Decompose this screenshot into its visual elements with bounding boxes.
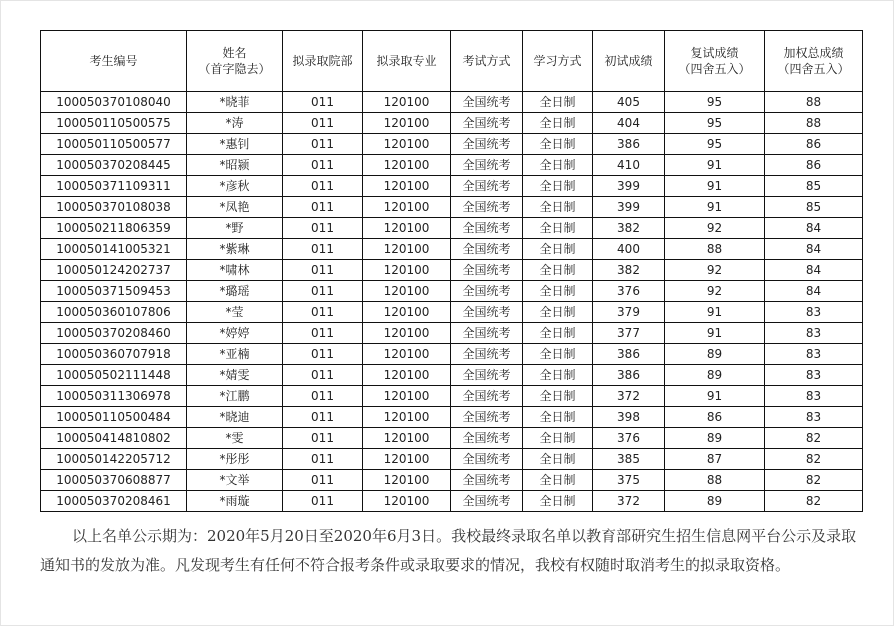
table-cell: 86 — [665, 407, 765, 428]
table-cell: 全日制 — [523, 491, 593, 512]
table-cell: 100050370608877 — [41, 470, 187, 491]
table-cell: 89 — [665, 365, 765, 386]
column-header — [363, 31, 451, 92]
table-cell: 全日制 — [523, 92, 593, 113]
table-cell: 382 — [593, 218, 665, 239]
table-row — [41, 449, 863, 470]
table-cell: 120100 — [363, 386, 451, 407]
table-row — [41, 323, 863, 344]
table-cell: 120100 — [363, 113, 451, 134]
table-cell: 011 — [283, 92, 363, 113]
column-header-note: （首字隐去） — [198, 62, 271, 76]
table-cell: *晓迪 — [187, 407, 283, 428]
table-cell: 120100 — [363, 407, 451, 428]
table-cell: 全日制 — [523, 407, 593, 428]
table-cell: 100050110500577 — [41, 134, 187, 155]
table-cell: *紫琳 — [187, 239, 283, 260]
column-header-label: 拟录取院部 — [292, 54, 353, 68]
table-cell: 375 — [593, 470, 665, 491]
table-cell: 91 — [665, 302, 765, 323]
table-cell: *亚楠 — [187, 344, 283, 365]
table-cell: 120100 — [363, 92, 451, 113]
table-row — [41, 218, 863, 239]
table-cell: 全日制 — [523, 281, 593, 302]
table-cell: 011 — [283, 386, 363, 407]
table-cell: 82 — [765, 491, 863, 512]
table-cell: 85 — [765, 176, 863, 197]
table-cell: 399 — [593, 197, 665, 218]
table-cell: 100050360707918 — [41, 344, 187, 365]
table-cell: 120100 — [363, 449, 451, 470]
table-cell: 400 — [593, 239, 665, 260]
table-cell: 全日制 — [523, 155, 593, 176]
table-cell: 120100 — [363, 260, 451, 281]
table-row — [41, 239, 863, 260]
table-cell: 89 — [665, 344, 765, 365]
table-cell: 120100 — [363, 134, 451, 155]
table-cell: 91 — [665, 197, 765, 218]
table-cell: 91 — [665, 386, 765, 407]
table-cell: 全国统考 — [451, 260, 523, 281]
table-cell: 386 — [593, 134, 665, 155]
table-cell: 100050211806359 — [41, 218, 187, 239]
table-cell: 399 — [593, 176, 665, 197]
table-cell: 全日制 — [523, 428, 593, 449]
table-cell: 100050124202737 — [41, 260, 187, 281]
table-cell: *野 — [187, 218, 283, 239]
table-cell: 120100 — [363, 470, 451, 491]
table-cell: 100050360107806 — [41, 302, 187, 323]
table-cell: 92 — [665, 260, 765, 281]
table-cell: 87 — [665, 449, 765, 470]
table-cell: 011 — [283, 134, 363, 155]
column-header — [523, 31, 593, 92]
table-cell: 404 — [593, 113, 665, 134]
table-cell: 全日制 — [523, 113, 593, 134]
column-header — [593, 31, 665, 92]
table-cell: 95 — [665, 113, 765, 134]
column-header — [41, 31, 187, 92]
table-cell: 91 — [665, 155, 765, 176]
table-cell: 88 — [765, 92, 863, 113]
table-cell: 86 — [765, 134, 863, 155]
table-cell: *彤彤 — [187, 449, 283, 470]
table-cell: 011 — [283, 260, 363, 281]
table-row — [41, 491, 863, 512]
table-cell: 95 — [665, 134, 765, 155]
table-cell: 011 — [283, 302, 363, 323]
table-cell: 82 — [765, 470, 863, 491]
table-cell: *晓菲 — [187, 92, 283, 113]
table-cell: 全国统考 — [451, 134, 523, 155]
table-cell: 120100 — [363, 281, 451, 302]
table-cell: 83 — [765, 323, 863, 344]
table-cell: *彦秋 — [187, 176, 283, 197]
table-cell: 011 — [283, 365, 363, 386]
table-cell: *雨璇 — [187, 491, 283, 512]
column-header-label: 考试方式 — [462, 54, 511, 68]
table-cell: 全日制 — [523, 239, 593, 260]
table-cell: 全日制 — [523, 344, 593, 365]
table-cell: 120100 — [363, 176, 451, 197]
table-row — [41, 386, 863, 407]
table-cell: *江鹏 — [187, 386, 283, 407]
table-cell: 372 — [593, 386, 665, 407]
table-cell: 89 — [665, 491, 765, 512]
table-row — [41, 134, 863, 155]
table-cell: 83 — [765, 386, 863, 407]
table-cell: 011 — [283, 155, 363, 176]
table-cell: *婷婷 — [187, 323, 283, 344]
table-cell: 全日制 — [523, 134, 593, 155]
table-cell: 全国统考 — [451, 386, 523, 407]
table-cell: 386 — [593, 365, 665, 386]
column-header-note: （四舍五入） — [678, 62, 751, 76]
column-header — [665, 31, 765, 92]
table-cell: 011 — [283, 407, 363, 428]
table-cell: 88 — [765, 113, 863, 134]
table-cell: 100050370208460 — [41, 323, 187, 344]
table-cell: 100050370208445 — [41, 155, 187, 176]
table-cell: 全日制 — [523, 365, 593, 386]
table-cell: 83 — [765, 302, 863, 323]
table-cell: 83 — [765, 344, 863, 365]
table-cell: 全国统考 — [451, 113, 523, 134]
table-row — [41, 197, 863, 218]
table-cell: 120100 — [363, 155, 451, 176]
table-cell: 82 — [765, 449, 863, 470]
table-cell: 100050141005321 — [41, 239, 187, 260]
table-cell: 82 — [765, 428, 863, 449]
table-cell: *雯 — [187, 428, 283, 449]
table-cell: 120100 — [363, 344, 451, 365]
column-header-label: 初试成绩 — [604, 54, 653, 68]
table-cell: 全日制 — [523, 302, 593, 323]
table-cell: 100050370208461 — [41, 491, 187, 512]
table-cell: 011 — [283, 344, 363, 365]
table-cell: 全国统考 — [451, 491, 523, 512]
table-row — [41, 302, 863, 323]
table-cell: 382 — [593, 260, 665, 281]
table-cell: 全日制 — [523, 449, 593, 470]
table-cell: *莹 — [187, 302, 283, 323]
table-cell: 011 — [283, 113, 363, 134]
table-cell: 385 — [593, 449, 665, 470]
column-header — [451, 31, 523, 92]
table-cell: 100050502111448 — [41, 365, 187, 386]
column-header — [765, 31, 863, 92]
column-header-label: 姓名 — [222, 46, 247, 60]
table-cell: 100050371509453 — [41, 281, 187, 302]
table-cell: *啸林 — [187, 260, 283, 281]
table-cell: 377 — [593, 323, 665, 344]
table-cell: 120100 — [363, 239, 451, 260]
table-cell: *璐瑶 — [187, 281, 283, 302]
table-cell: 88 — [665, 239, 765, 260]
table-row — [41, 407, 863, 428]
table-cell: 全国统考 — [451, 470, 523, 491]
table-cell: 全国统考 — [451, 344, 523, 365]
table-cell: 全国统考 — [451, 302, 523, 323]
table-row — [41, 176, 863, 197]
table-cell: 83 — [765, 407, 863, 428]
table-cell: 88 — [665, 470, 765, 491]
table-cell: 全日制 — [523, 386, 593, 407]
table-cell: 011 — [283, 197, 363, 218]
column-header-label: 加权总成绩 — [783, 46, 844, 60]
notice-paragraph: 以上名单公示期为：2020年5月20日至2020年6月3日。我校最终录取名单以教育部研究生招生信息网平台公示及录取通知书的发放为准。凡发现考生有任何不符合报考条件或录取要求的情况，我校有权随时取消考生的拟录取资格。 — [40, 527, 857, 574]
table-cell: 011 — [283, 281, 363, 302]
table-cell: 全日制 — [523, 323, 593, 344]
table-cell: 全国统考 — [451, 155, 523, 176]
table-cell: 84 — [765, 260, 863, 281]
table-cell: 120100 — [363, 323, 451, 344]
table-cell: 全国统考 — [451, 218, 523, 239]
table-cell: 84 — [765, 239, 863, 260]
table-cell: 全国统考 — [451, 449, 523, 470]
table-cell: 120100 — [363, 302, 451, 323]
table-cell: 120100 — [363, 428, 451, 449]
table-cell: 100050414810802 — [41, 428, 187, 449]
table-cell: 86 — [765, 155, 863, 176]
table-cell: 全国统考 — [451, 239, 523, 260]
table-cell: 全日制 — [523, 197, 593, 218]
table-cell: 372 — [593, 491, 665, 512]
table-cell: *凤艳 — [187, 197, 283, 218]
column-header-label: 拟录取专业 — [376, 54, 437, 68]
table-row — [41, 155, 863, 176]
table-cell: 全国统考 — [451, 365, 523, 386]
table-row — [41, 344, 863, 365]
column-header — [187, 31, 283, 92]
table-cell: 全国统考 — [451, 323, 523, 344]
table-cell: 011 — [283, 323, 363, 344]
table-cell: 100050371109311 — [41, 176, 187, 197]
table-cell: 全日制 — [523, 176, 593, 197]
table-row — [41, 92, 863, 113]
table-row — [41, 365, 863, 386]
table-cell: 95 — [665, 92, 765, 113]
table-cell: 011 — [283, 218, 363, 239]
table-row — [41, 281, 863, 302]
table-cell: *文举 — [187, 470, 283, 491]
table-cell: 376 — [593, 281, 665, 302]
table-cell: *婧雯 — [187, 365, 283, 386]
table-row — [41, 428, 863, 449]
table-cell: *惠钊 — [187, 134, 283, 155]
table-cell: 100050370108040 — [41, 92, 187, 113]
table-cell: *涛 — [187, 113, 283, 134]
table-cell: 120100 — [363, 218, 451, 239]
table-cell: 100050110500575 — [41, 113, 187, 134]
table-body — [41, 92, 863, 512]
table-cell: 100050142205712 — [41, 449, 187, 470]
table-header-row — [41, 31, 863, 92]
table-row — [41, 260, 863, 281]
table-cell: 379 — [593, 302, 665, 323]
table-cell: 011 — [283, 239, 363, 260]
table-cell: 全日制 — [523, 260, 593, 281]
table-cell: 全国统考 — [451, 197, 523, 218]
column-header-label: 复试成绩 — [690, 46, 739, 60]
table-row — [41, 470, 863, 491]
table-cell: *昭颍 — [187, 155, 283, 176]
table-cell: 386 — [593, 344, 665, 365]
table-cell: 100050370108038 — [41, 197, 187, 218]
admission-table — [40, 30, 863, 512]
table-cell: 011 — [283, 428, 363, 449]
table-cell: 120100 — [363, 491, 451, 512]
table-cell: 89 — [665, 428, 765, 449]
table-cell: 011 — [283, 470, 363, 491]
table-cell: 376 — [593, 428, 665, 449]
table-cell: 398 — [593, 407, 665, 428]
table-cell: 全日制 — [523, 218, 593, 239]
table-cell: 92 — [665, 218, 765, 239]
table-row — [41, 113, 863, 134]
table-cell: 011 — [283, 491, 363, 512]
table-cell: 011 — [283, 176, 363, 197]
table-cell: 83 — [765, 365, 863, 386]
column-header-note: （四舍五入） — [777, 62, 850, 76]
column-header-label: 考生编号 — [89, 54, 138, 68]
table-cell: 91 — [665, 176, 765, 197]
table-cell: 全日制 — [523, 470, 593, 491]
table-cell: 85 — [765, 197, 863, 218]
column-header-label: 学习方式 — [533, 54, 582, 68]
table-cell: 全国统考 — [451, 428, 523, 449]
table-cell: 100050110500484 — [41, 407, 187, 428]
table-cell: 120100 — [363, 197, 451, 218]
table-cell: 全国统考 — [451, 92, 523, 113]
table-cell: 全国统考 — [451, 281, 523, 302]
table-cell: 91 — [665, 323, 765, 344]
table-cell: 全国统考 — [451, 176, 523, 197]
column-header — [283, 31, 363, 92]
table-cell: 011 — [283, 449, 363, 470]
table-cell: 84 — [765, 218, 863, 239]
table-cell: 405 — [593, 92, 665, 113]
table-cell: 120100 — [363, 365, 451, 386]
table-cell: 100050311306978 — [41, 386, 187, 407]
table-cell: 84 — [765, 281, 863, 302]
table-cell: 92 — [665, 281, 765, 302]
table-cell: 410 — [593, 155, 665, 176]
table-cell: 全国统考 — [451, 407, 523, 428]
